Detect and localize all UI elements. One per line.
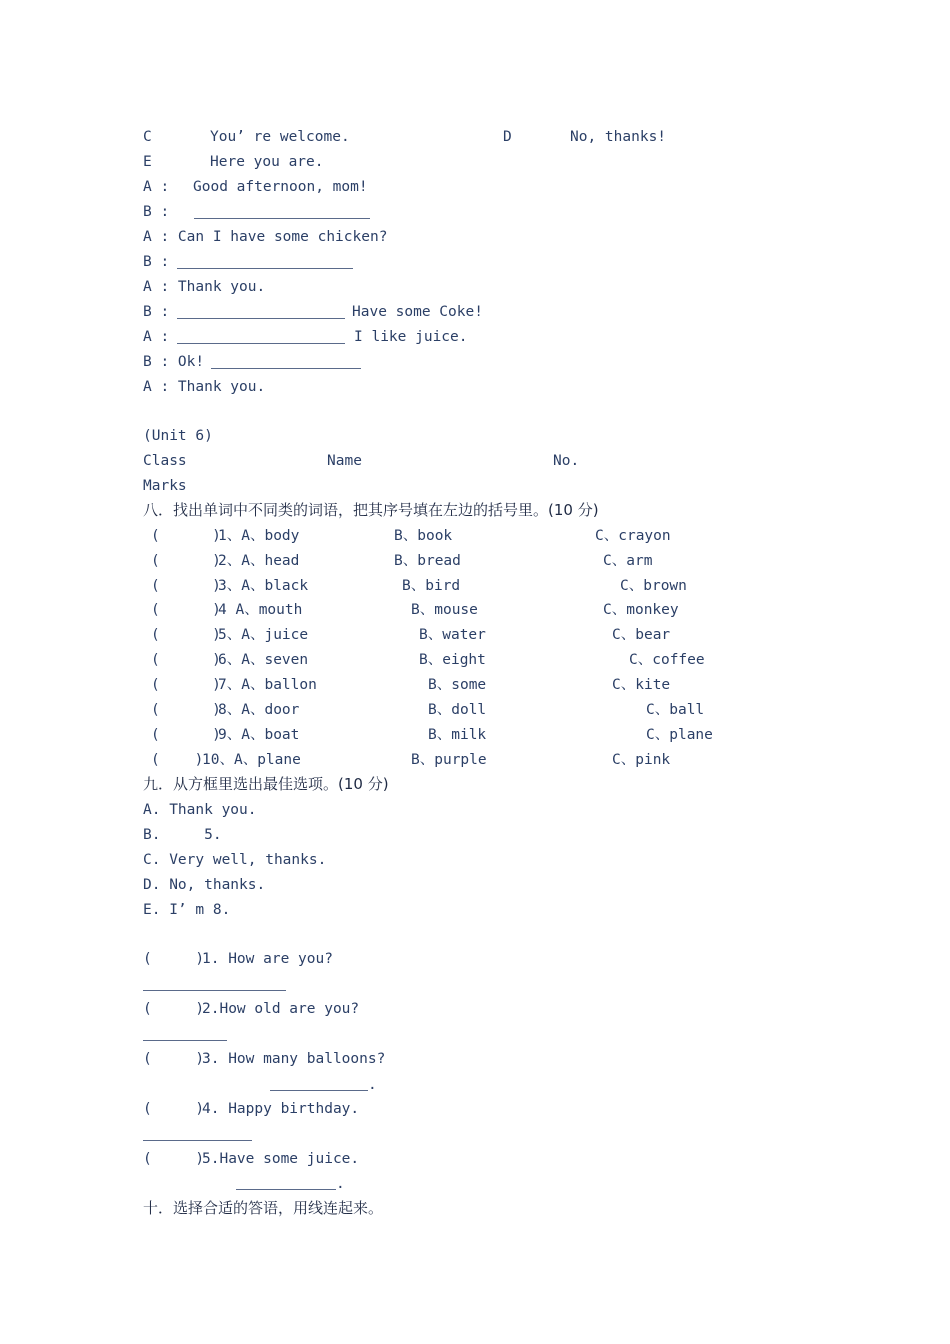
option-e-text: Here you are. (210, 154, 324, 170)
dialogue-speaker-1: A : (143, 179, 170, 195)
item-option-b: B、water (419, 627, 486, 643)
choice-option: B. 5. (143, 827, 222, 843)
section-9-heading: 九．从方框里选出最佳选项。(10 分) (143, 775, 389, 793)
item-option-a: 5、A、juice (218, 627, 309, 643)
item-option-a: 8、A、door (218, 702, 300, 718)
dialogue-line-9: A : Thank you. (143, 379, 266, 395)
answer-blank[interactable] (270, 1090, 368, 1091)
dialogue-line-5: A : Thank you. (143, 279, 266, 295)
item-option-a: 6、A、seven (218, 652, 309, 668)
answer-blank[interactable] (194, 218, 370, 219)
dialogue-line-6-after: Have some Coke! (352, 304, 483, 320)
question-paren[interactable]: ( ) (143, 1001, 205, 1017)
item-option-b: B、purple (411, 752, 487, 768)
item-paren[interactable]: ( ) (151, 727, 221, 743)
item-option-b: B、milk (428, 727, 487, 743)
question-text: 5.Have some juice. (202, 1151, 360, 1167)
item-option-b: B、eight (419, 652, 486, 668)
section-10-heading: 十．选择合适的答语，用线连起来。 (143, 1199, 384, 1217)
question-paren[interactable]: ( ) (143, 1051, 205, 1067)
dialogue-speaker-6: B : (143, 304, 170, 320)
answer-blank[interactable] (236, 1189, 336, 1190)
answer-blank[interactable] (177, 268, 353, 269)
item-option-c: C、bear (612, 627, 671, 643)
choice-option: C. Very well, thanks. (143, 852, 327, 868)
option-d-text: No, thanks! (570, 129, 667, 145)
item-option-c: C、monkey (603, 602, 679, 618)
answer-blank[interactable] (177, 343, 345, 344)
item-option-a: 3、A、black (218, 578, 309, 594)
item-option-a: 9、A、boat (218, 727, 300, 743)
question-text: 1. How are you? (202, 951, 333, 967)
question-paren[interactable]: ( ) (143, 1151, 205, 1167)
number-label: No. (553, 453, 580, 469)
item-option-c: C、arm (603, 553, 653, 569)
item-option-c: C、crayon (595, 528, 671, 544)
choice-option: E. I’ m 8. (143, 902, 231, 918)
item-paren[interactable]: ( ) (151, 602, 221, 618)
item-option-b: B、doll (428, 702, 487, 718)
choice-option: A. Thank you. (143, 802, 257, 818)
item-option-c: C、ball (646, 702, 705, 718)
marks-label: Marks (143, 478, 187, 494)
item-paren[interactable]: ( ) (151, 677, 221, 693)
class-label: Class (143, 453, 187, 469)
question-paren[interactable]: ( ) (143, 951, 205, 967)
dialogue-speaker-2: B : (143, 204, 170, 220)
dialogue-line-7-after: I like juice. (354, 329, 468, 345)
answer-blank[interactable] (177, 318, 345, 319)
question-text: 3. How many balloons? (202, 1051, 386, 1067)
answer-blank[interactable] (211, 368, 361, 369)
option-c-text: You’ re welcome. (210, 129, 350, 145)
item-paren[interactable]: ( ) (151, 528, 221, 544)
dialogue-speaker-8: B : Ok! (143, 354, 205, 370)
question-paren[interactable]: ( ) (143, 1101, 205, 1117)
dialogue-speaker-4: B : (143, 254, 170, 270)
item-paren[interactable]: ( ) (151, 578, 221, 594)
question-text: 2.How old are you? (202, 1001, 360, 1017)
item-option-c: C、coffee (629, 652, 705, 668)
item-option-b: B、bread (394, 553, 461, 569)
item-option-c: C、plane (646, 727, 713, 743)
option-e-letter: E (143, 154, 152, 170)
option-d-letter: D (503, 129, 512, 145)
blank-period: . (336, 1176, 345, 1192)
item-option-b: B、book (394, 528, 453, 544)
item-paren[interactable]: ( ) (151, 627, 221, 643)
option-c-letter: C (143, 129, 152, 145)
item-option-c: C、brown (620, 578, 687, 594)
item-option-c: C、pink (612, 752, 671, 768)
dialogue-line-1: Good afternoon, mom! (193, 179, 368, 195)
item-paren[interactable]: ( ) (151, 553, 221, 569)
answer-blank[interactable] (143, 1140, 252, 1141)
item-paren[interactable]: ( ) (151, 652, 221, 668)
name-label: Name (327, 453, 362, 469)
dialogue-speaker-7: A : (143, 329, 170, 345)
item-option-a: 1、A、body (218, 528, 300, 544)
item-option-a: 7、A、ballon (218, 677, 317, 693)
question-text: 4. Happy birthday. (202, 1101, 360, 1117)
item-option-b: B、bird (402, 578, 461, 594)
choice-option: D. No, thanks. (143, 877, 266, 893)
item-option-a: 4 A、mouth (218, 602, 303, 618)
unit-title: (Unit 6) (143, 428, 213, 444)
item-option-a: 10、A、plane (202, 752, 301, 768)
item-option-b: B、some (428, 677, 487, 693)
section-8-heading: 八．找出单词中不同类的词语，把其序号填在左边的括号里。(10 分) (143, 501, 599, 519)
dialogue-line-3: A : Can I have some chicken? (143, 229, 388, 245)
item-paren[interactable]: ( ) (151, 752, 204, 768)
blank-period: . (368, 1077, 377, 1093)
answer-blank[interactable] (143, 990, 286, 991)
item-option-a: 2、A、head (218, 553, 300, 569)
answer-blank[interactable] (143, 1040, 227, 1041)
item-option-b: B、mouse (411, 602, 478, 618)
item-option-c: C、kite (612, 677, 671, 693)
item-paren[interactable]: ( ) (151, 702, 221, 718)
